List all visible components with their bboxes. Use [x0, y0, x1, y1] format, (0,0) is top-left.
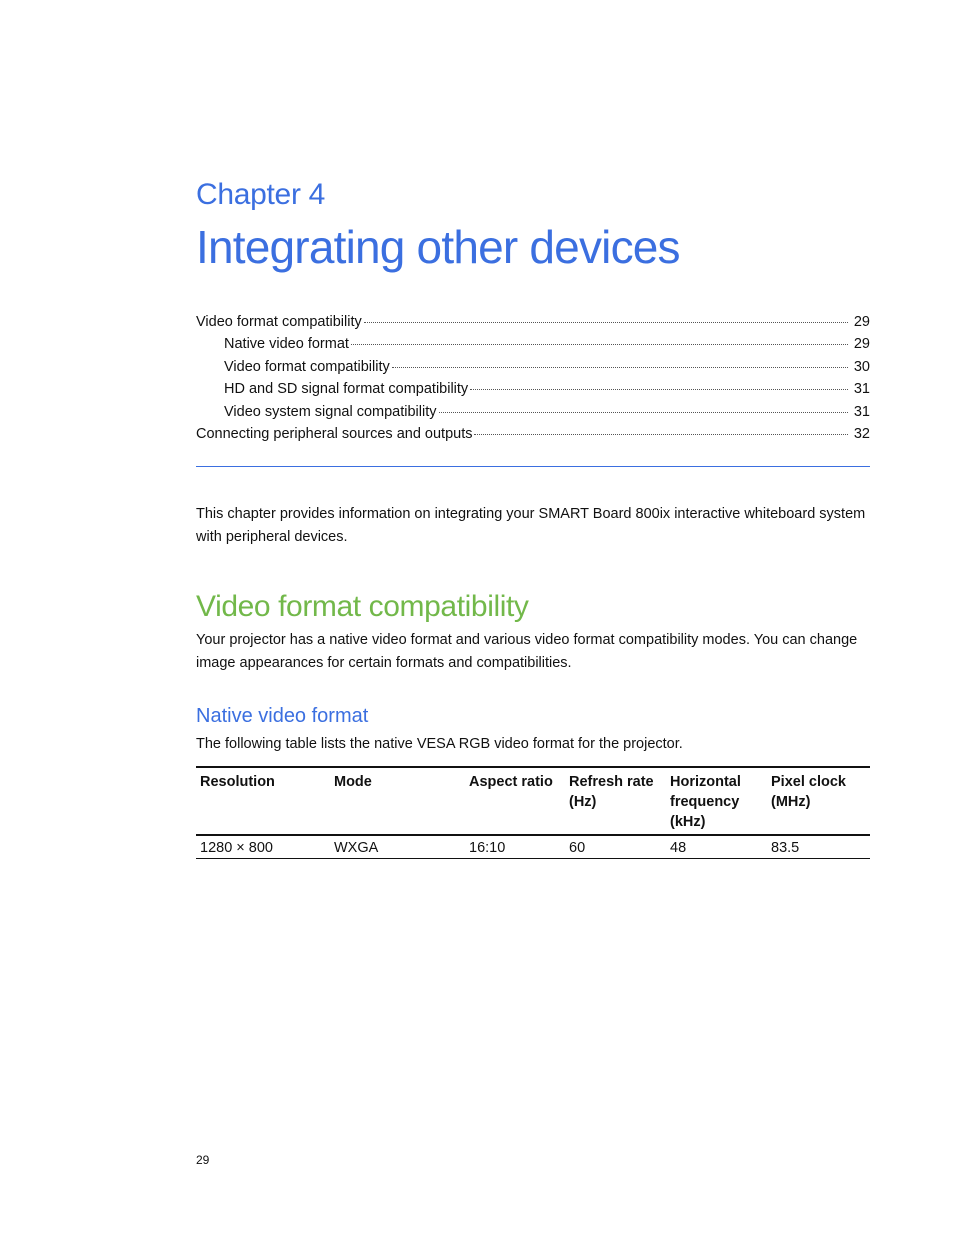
table-cell: 1280 × 800	[196, 835, 330, 859]
toc-entry-page: 30	[853, 358, 870, 375]
table-cell: 83.5	[767, 835, 870, 859]
chapter-label: Chapter 4	[196, 178, 326, 211]
table-header-cell: Horizontal frequency (kHz)	[666, 767, 767, 835]
toc-entry-text: HD and SD signal format compatibility	[224, 381, 469, 398]
toc-leader-dots	[392, 367, 848, 368]
toc-entry-page: 32	[853, 425, 870, 442]
toc-entry-text: Video format compatibility	[196, 314, 362, 330]
subsection-paragraph: The following table lists the native VESA RGB video format for the projector.	[196, 736, 683, 752]
table-of-contents	[196, 314, 870, 448]
table-cell: 16:10	[465, 835, 565, 859]
toc-leader-dots	[364, 322, 848, 323]
table-header-cell: Refresh rate (Hz)	[565, 767, 666, 835]
table-cell: 48	[666, 835, 767, 859]
toc-leader-dots	[470, 389, 848, 390]
chapter-title: Integrating other devices	[196, 221, 680, 273]
table-header-cell: Resolution	[196, 767, 330, 835]
toc-entry[interactable]	[196, 314, 870, 336]
toc-divider	[196, 466, 870, 467]
table-cell: WXGA	[330, 835, 465, 859]
native-video-format-table	[196, 766, 870, 859]
toc-entry-text: Connecting peripheral sources and outputs	[196, 425, 473, 442]
table-header-row	[196, 767, 870, 835]
subsection-heading: Native video format	[196, 705, 369, 727]
intro-paragraph: This chapter provides information on integrating your SMART Board 800ix interactive whiteboard system with peripheral devices.	[196, 506, 866, 545]
toc-leader-dots	[351, 344, 848, 345]
toc-entry-text: Video system signal compatibility	[224, 403, 437, 420]
toc-entry-page: 31	[853, 403, 870, 420]
toc-leader-dots	[474, 434, 847, 435]
section-heading: Video format compatibility	[196, 590, 529, 623]
toc-entry-text: Video format compatibility	[224, 358, 390, 375]
toc-entry-page: 31	[853, 381, 870, 398]
toc-entry-page: 29	[853, 336, 870, 353]
toc-entry-page: 29	[853, 314, 870, 330]
page-number: 29	[196, 1153, 210, 1167]
table-cell: 60	[565, 835, 666, 859]
toc-entry-text: Native video format	[224, 336, 349, 353]
toc-entry[interactable]	[196, 426, 870, 448]
table-header-cell: Aspect ratio	[465, 767, 565, 835]
toc-entry[interactable]	[196, 381, 870, 403]
toc-entry[interactable]	[196, 404, 870, 426]
toc-leader-dots	[439, 412, 848, 413]
toc-entry[interactable]	[196, 359, 870, 381]
table-row	[196, 835, 870, 859]
table-header-cell: Pixel clock (MHz)	[767, 767, 870, 835]
section-paragraph: Your projector has a native video format and various video format compatibility modes. You can change image appearances for certain formats and compatibilities.	[196, 632, 858, 671]
toc-entry[interactable]	[196, 336, 870, 358]
table-header-cell: Mode	[330, 767, 465, 835]
